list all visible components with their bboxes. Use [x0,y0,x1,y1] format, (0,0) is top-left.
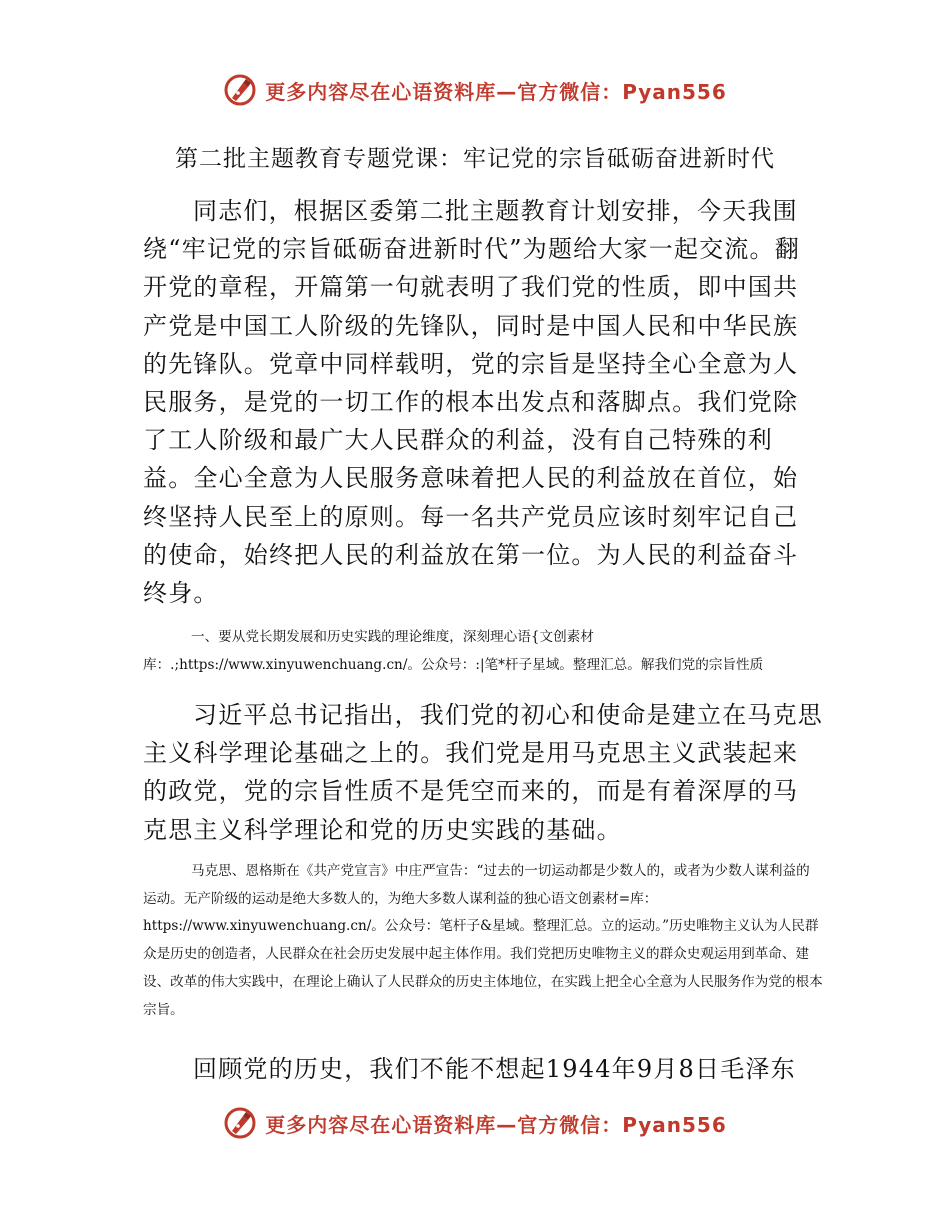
document-title: 第二批主题教育专题党课：牢记党的宗旨砥砺奋进新时代 [175,146,775,172]
banner-text: 更多内容尽在心语资料库—官方微信：Pyan556 [265,79,727,104]
footer-banner [0,1103,950,1143]
paragraph-intro: 同志们，根据区委第二批主题教育计划安排，今天我围绕“牢记党的宗旨砥砺奋进新时代”为题给大家一起交流。翻开党的章程，开篇第一句就表明了我们党的性质，即中国共产党是中国工人阶级的先锋队，同时是中国人民和中华民族的先锋队。党章中同样载明，党的宗旨是坚持全心全意为人民服务，是党的一切工作的根本出发点和落脚点。我们党除了工人阶级和最广大人民群众的利益，没有自己特殊的利益。全心全意为人民服务意味着把人民的利益放在首位，始终坚持人民至上的原则。每一名共产党员应该时刻牢记自己的使命，始终把人民的利益放在第一位。为人民的利益奋斗终身。 [143,197,800,608]
paragraph-xi-quote: 习近平总书记指出，我们党的初心和使命是建立在马克思主义科学理论基础之上的。我们党是用马克思主义武装起来的政党，党的宗旨性质不是凭空而来的，而是有着深厚的马克思主义科学理论和党的历史实践的基础。 [143,701,823,844]
header-banner [0,70,950,110]
pen-nib-logo-icon [223,1106,257,1140]
paragraph-history: 回顾党的历史，我们不能不想起1944年9月8日毛泽东 [193,1055,796,1083]
pen-nib-logo-icon [223,73,257,107]
section-heading-one: 一、要从党长期发展和历史实践的理论维度，深刻理心语{文创素材库：.;https://www.xinyuwenchuang.cn/。公众号：:|笔*杆子星域。整理汇总。解我们党的宗旨性质 [143,629,764,673]
banner-text: 更多内容尽在心语资料库—官方微信：Pyan556 [265,1112,727,1137]
paragraph-manifesto: 马克思、恩格斯在《共产党宣言》中庄严宣告：“过去的一切运动都是少数人的，或者为少数人谋利益的运动。无产阶级的运动是绝大多数人的，为绝大多数人谋利益的独心语文创素材=库：https://www.xinyuwenchuang.cn/。公众号：笔杆子&星域。整理汇总。立的运动。”历史唯物主义认为人民群众是历史的创造者，人民群众在社会历史发展中起主体作用。我们党把历史唯物主义的群众史观运用到革命、建设、改革的伟大实践中，在理论上确认了人民群众的历史主体地位，在实践上把全心全意为人民服务作为党的根本宗旨。 [143,863,823,1018]
